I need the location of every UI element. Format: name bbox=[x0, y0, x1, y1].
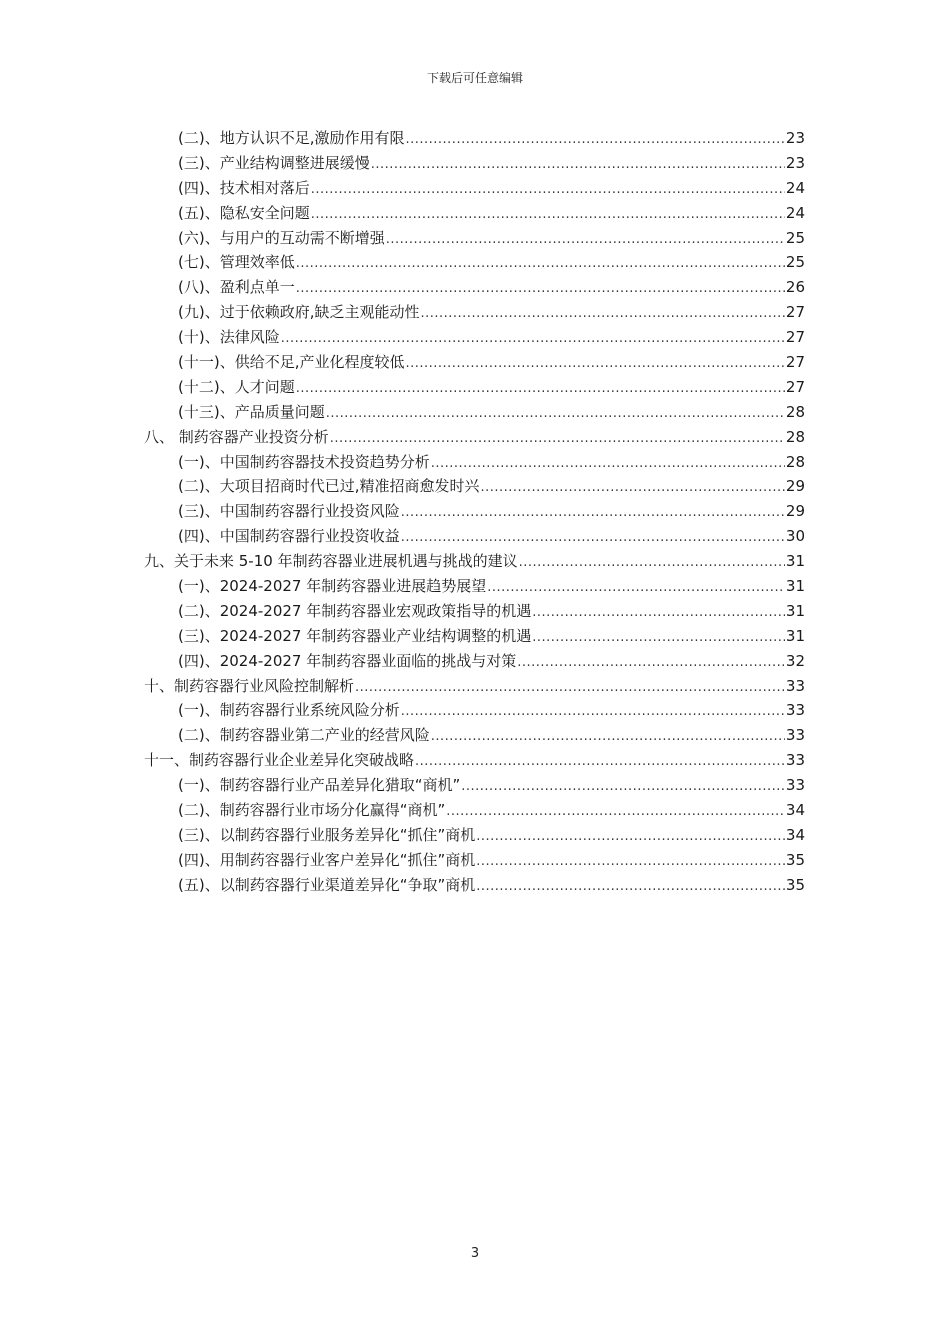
toc-entry[interactable] bbox=[144, 574, 805, 599]
toc-leader-dots bbox=[330, 427, 785, 452]
toc-entry-page: 33 bbox=[785, 776, 805, 795]
toc-leader-dots bbox=[296, 252, 785, 277]
toc-entry-title: (三)、产业结构调整进展缓慢 bbox=[178, 153, 370, 172]
toc-entry[interactable] bbox=[144, 773, 805, 798]
toc-leader-dots bbox=[296, 377, 785, 402]
toc-entry[interactable] bbox=[144, 798, 805, 823]
toc-leader-dots bbox=[371, 153, 785, 178]
toc-leader-dots bbox=[415, 750, 785, 775]
toc-leader-dots bbox=[476, 850, 785, 875]
toc-leader-dots bbox=[296, 277, 785, 302]
toc-entry-title: (二)、2024-2027 年制药容器业宏观政策指导的机遇 bbox=[178, 601, 532, 620]
toc-entry[interactable] bbox=[144, 250, 805, 275]
toc-entry[interactable] bbox=[144, 126, 805, 151]
toc-entry[interactable] bbox=[144, 748, 805, 773]
toc-entry[interactable] bbox=[144, 151, 805, 176]
toc-entry[interactable] bbox=[144, 823, 805, 848]
toc-entry[interactable] bbox=[144, 201, 805, 226]
toc-entry-page: 29 bbox=[785, 502, 805, 521]
toc-entry-page: 28 bbox=[785, 427, 805, 446]
toc-entry-page: 26 bbox=[785, 278, 805, 297]
toc-entry[interactable] bbox=[144, 226, 805, 251]
toc-entry-page: 23 bbox=[785, 129, 805, 147]
toc-entry-title: (二)、制药容器业第二产业的经营风险 bbox=[178, 726, 430, 745]
toc-entry-title: (二)、制药容器行业市场分化赢得“商机” bbox=[178, 801, 446, 820]
toc-leader-dots bbox=[401, 526, 785, 551]
toc-entry-page: 33 bbox=[785, 726, 805, 745]
toc-entry-title: (十三)、产品质量问题 bbox=[178, 402, 325, 421]
toc-entry-page: 34 bbox=[785, 801, 805, 820]
toc-leader-dots bbox=[405, 352, 784, 377]
toc-entry-page: 23 bbox=[785, 153, 805, 172]
toc-entry[interactable] bbox=[144, 375, 805, 400]
toc-entry[interactable] bbox=[144, 873, 805, 898]
toc-entry-page: 30 bbox=[785, 527, 805, 546]
toc-leader-dots bbox=[519, 551, 785, 576]
toc-entry-title: 十、制药容器行业风险控制解析 bbox=[144, 676, 355, 695]
toc-entry-page: 27 bbox=[785, 303, 805, 322]
toc-entry-page: 33 bbox=[785, 701, 805, 720]
toc-entry-page: 32 bbox=[785, 651, 805, 670]
toc-entry-title: (四)、技术相对落后 bbox=[178, 178, 310, 197]
toc-entry-title: (二)、地方认识不足,激励作用有限 bbox=[178, 129, 405, 147]
toc-entry-page: 31 bbox=[785, 552, 805, 571]
toc-entry[interactable] bbox=[144, 674, 805, 699]
toc-entry[interactable] bbox=[144, 275, 805, 300]
toc-entry[interactable] bbox=[144, 400, 805, 425]
toc-leader-dots bbox=[401, 501, 785, 526]
toc-entry-page: 28 bbox=[785, 452, 805, 471]
toc-entry[interactable] bbox=[144, 524, 805, 549]
toc-entry-page: 35 bbox=[785, 875, 805, 894]
toc-entry-page: 27 bbox=[785, 353, 805, 372]
toc-leader-dots bbox=[355, 676, 785, 701]
toc-entry-page: 27 bbox=[785, 377, 805, 396]
toc-entry[interactable] bbox=[144, 549, 805, 574]
toc-entry-page: 31 bbox=[785, 601, 805, 620]
toc-entry-page: 24 bbox=[785, 178, 805, 197]
toc-entry-page: 31 bbox=[785, 577, 805, 596]
toc-entry-title: (五)、隐私安全问题 bbox=[178, 203, 310, 222]
toc-entry[interactable] bbox=[144, 649, 805, 674]
toc-entry-page: 29 bbox=[785, 477, 805, 496]
toc-entry[interactable] bbox=[144, 450, 805, 475]
toc-entry-page: 34 bbox=[785, 825, 805, 844]
toc-entry[interactable] bbox=[144, 624, 805, 649]
toc-entry[interactable] bbox=[144, 425, 805, 450]
toc-entry-page: 27 bbox=[785, 328, 805, 347]
toc-leader-dots bbox=[487, 576, 785, 601]
toc-entry[interactable] bbox=[144, 848, 805, 873]
toc-entry-title: (十二)、人才问题 bbox=[178, 377, 295, 396]
toc-entry-title: (十)、法律风险 bbox=[178, 328, 280, 347]
toc-entry-page: 28 bbox=[785, 402, 805, 421]
toc-entry-title: (三)、2024-2027 年制药容器业产业结构调整的机遇 bbox=[178, 626, 532, 645]
toc-entry-title: (一)、中国制药容器技术投资趋势分析 bbox=[178, 452, 430, 471]
toc-leader-dots bbox=[480, 476, 784, 501]
toc-entry-title: 八、 制药容器产业投资分析 bbox=[144, 427, 329, 446]
page-number: 3 bbox=[470, 1246, 480, 1261]
toc-leader-dots bbox=[476, 875, 785, 900]
toc-entry[interactable] bbox=[144, 599, 805, 624]
toc-leader-dots bbox=[405, 128, 784, 153]
toc-entry-title: (四)、2024-2027 年制药容器业面临的挑战与对策 bbox=[178, 651, 517, 670]
toc-entry-page: 24 bbox=[785, 203, 805, 222]
toc-entry-page: 25 bbox=[785, 228, 805, 247]
toc-entry-title: (十一)、供给不足,产业化程度较低 bbox=[178, 353, 405, 372]
toc-leader-dots bbox=[446, 800, 785, 825]
toc-entry-title: (四)、用制药容器行业客户差异化“抓住”商机 bbox=[178, 850, 476, 869]
toc-leader-dots bbox=[532, 626, 785, 651]
toc-entry[interactable] bbox=[144, 350, 805, 375]
toc-entry-title: (三)、以制药容器行业服务差异化“抓住”商机 bbox=[178, 825, 476, 844]
toc-leader-dots bbox=[420, 302, 784, 327]
toc-leader-dots bbox=[386, 228, 785, 253]
toc-leader-dots bbox=[311, 203, 785, 228]
toc-leader-dots bbox=[532, 601, 785, 626]
toc-entry-title: (一)、制药容器行业产品差异化猎取“商机” bbox=[178, 776, 461, 795]
toc-leader-dots bbox=[461, 775, 785, 800]
toc-entry[interactable] bbox=[144, 499, 805, 524]
toc-leader-dots bbox=[311, 178, 785, 203]
toc-entry-title: (二)、大项目招商时代已过,精准招商愈发时兴 bbox=[178, 477, 480, 496]
toc-entry-title: 九、关于未来 5-10 年制药容器业进展机遇与挑战的建议 bbox=[144, 552, 518, 571]
toc-entry-page: 33 bbox=[785, 676, 805, 695]
toc-entry-title: (一)、制药容器行业系统风险分析 bbox=[178, 701, 400, 720]
toc-entry-title: (七)、管理效率低 bbox=[178, 253, 295, 272]
toc-entry[interactable] bbox=[144, 176, 805, 201]
toc-entry-title: 十一、制药容器行业企业差异化突破战略 bbox=[144, 751, 415, 770]
toc-entry[interactable] bbox=[144, 325, 805, 350]
toc-entry-title: (三)、中国制药容器行业投资风险 bbox=[178, 502, 400, 521]
toc-leader-dots bbox=[401, 700, 785, 725]
table-of-contents bbox=[144, 126, 805, 898]
toc-entry-page: 31 bbox=[785, 626, 805, 645]
toc-leader-dots bbox=[517, 651, 785, 676]
toc-entry[interactable] bbox=[144, 474, 805, 499]
toc-entry[interactable] bbox=[144, 300, 805, 325]
toc-entry-title: (五)、以制药容器行业渠道差异化“争取”商机 bbox=[178, 875, 476, 894]
toc-entry-title: (八)、盈利点单一 bbox=[178, 278, 295, 297]
toc-leader-dots bbox=[326, 402, 785, 427]
toc-entry-title: (九)、过于依赖政府,缺乏主观能动性 bbox=[178, 303, 420, 322]
toc-leader-dots bbox=[281, 327, 785, 352]
toc-entry-page: 35 bbox=[785, 850, 805, 869]
toc-leader-dots bbox=[431, 452, 785, 477]
toc-entry-page: 33 bbox=[785, 751, 805, 770]
toc-entry-title: (一)、2024-2027 年制药容器业进展趋势展望 bbox=[178, 577, 487, 596]
page-header: 下载后可任意编辑 bbox=[426, 71, 523, 85]
toc-entry-title: (六)、与用户的互动需不断增强 bbox=[178, 228, 385, 247]
toc-entry-title: (四)、中国制药容器行业投资收益 bbox=[178, 527, 400, 546]
toc-entry[interactable] bbox=[144, 698, 805, 723]
toc-entry-page: 25 bbox=[785, 253, 805, 272]
toc-leader-dots bbox=[476, 825, 785, 850]
toc-leader-dots bbox=[431, 725, 785, 750]
toc-entry[interactable] bbox=[144, 723, 805, 748]
